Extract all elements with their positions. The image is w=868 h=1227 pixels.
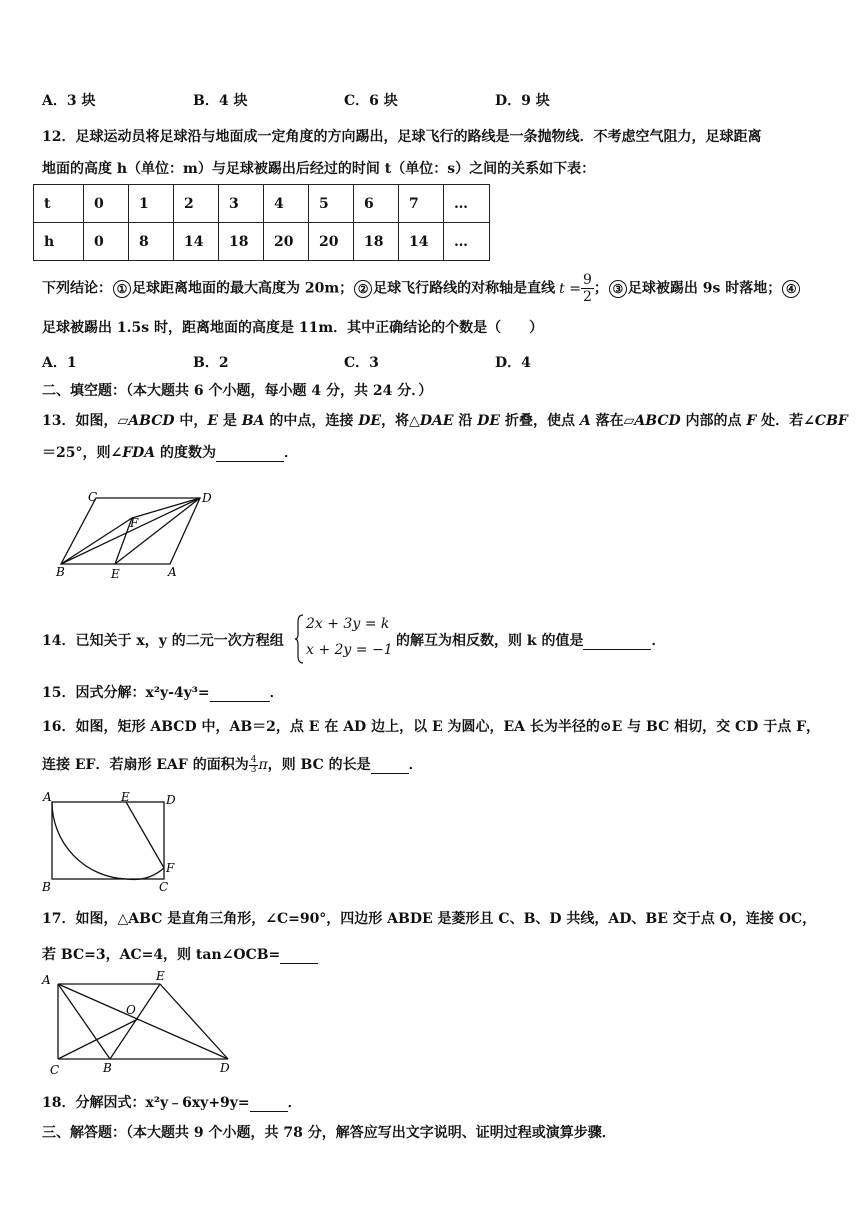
brace-icon: [294, 614, 304, 664]
q13-text: ＝25°，则∠: [42, 445, 123, 461]
table-cell: 14: [399, 223, 444, 261]
q13-math: DAE: [419, 413, 454, 429]
q13-text: 的度数为: [155, 445, 217, 461]
table-cell: t: [34, 185, 84, 223]
fig-label-c: C: [50, 1063, 60, 1077]
q13-text: 13．如图，▱: [42, 413, 129, 429]
q13-math: ABCD: [634, 413, 681, 429]
table-cell: 0: [84, 185, 129, 223]
fraction-numerator: 4: [250, 754, 257, 765]
q12-line4: 足球被踢出 1.5s 时，距离地面的高度是 11m．其中正确结论的个数是（ ）: [42, 320, 544, 336]
q16-text: ，则 BC 的长是: [267, 757, 371, 773]
q12-table: [33, 184, 490, 261]
q13-text: 落在▱: [590, 413, 635, 429]
arc-af: [52, 802, 164, 880]
q13-line1: [42, 410, 848, 430]
answer-blank: [280, 947, 318, 964]
q13-text: 是: [218, 413, 242, 429]
table-row: [34, 185, 490, 223]
q13-text: ，将△: [381, 413, 420, 429]
q15-text: ．: [269, 685, 284, 701]
segment-bd: [61, 498, 200, 564]
circled-number: ②: [354, 280, 372, 298]
segment-oc: [58, 1019, 138, 1059]
q14-equation-2: x + 2y = −1: [306, 642, 393, 658]
q16-line1: 16．如图，矩形 ABCD 中，AB＝2，点 E 在 AD 边上，以 E 为圆心，EA 长为半径的⊙E 与 BC 相切，交 CD 于点 F，: [42, 719, 821, 735]
answer-blank: [210, 685, 270, 702]
segment-df: [132, 498, 200, 518]
q12-option-c: C．3: [344, 355, 379, 371]
fig-label-d: D: [202, 491, 212, 505]
answer-blank: [371, 757, 409, 774]
q14-equation-1: 2x + 3y = k: [306, 616, 390, 632]
fig-label-d: D: [166, 793, 176, 807]
q11-option-a: A．3 块: [42, 93, 96, 109]
q12-axis-var: t =: [559, 280, 581, 297]
q12-conclusion-2: 足球飞行路线的对称轴是直线: [373, 280, 556, 297]
q12-option-a: A．1: [42, 355, 77, 371]
table-cell: 7: [399, 185, 444, 223]
q11-option-d: D．9 块: [495, 93, 550, 109]
q12-conclusions-lead: 下列结论：: [42, 280, 112, 297]
fraction-numerator: 9: [582, 272, 592, 288]
q16-line2: [42, 754, 423, 775]
q12-conclusions: [42, 272, 801, 305]
fig-label-a: A: [43, 790, 52, 804]
table-cell: …: [444, 223, 490, 261]
table-cell: h: [34, 223, 84, 261]
answer-blank: [216, 445, 284, 462]
q14-lead: 14．已知关于 x，y 的二元一次方程组: [42, 633, 284, 649]
table-row: [34, 223, 490, 261]
q14-tail: [396, 630, 665, 650]
q16-text: ．: [408, 757, 423, 773]
q11-option-c: C．6 块: [344, 93, 398, 109]
table-cell: 18: [219, 223, 264, 261]
q13-text: ．: [284, 445, 299, 461]
q13-math: FDA: [122, 445, 156, 461]
q13-text: 沿: [453, 413, 478, 429]
q13-math: ABCD: [128, 413, 175, 429]
q14-text: ．: [651, 633, 666, 649]
segment-be: [110, 984, 160, 1059]
table-cell: 3: [219, 185, 264, 223]
q12-conclusion-1: 足球距离地面的最大高度为 20m；: [132, 280, 354, 297]
q12-line2: 地面的高度 h（单位：m）与足球被踢出后经过的时间 t（单位：s）之间的关系如下表：: [42, 161, 596, 177]
fig-label-c: C: [88, 490, 98, 504]
q12-line1: 12．足球运动员将足球沿与地面成一定角度的方向踢出，足球飞行的路线是一条抛物线．不考虑空气阻力，足球距离: [42, 129, 762, 145]
q18-text: ．: [287, 1095, 302, 1111]
fraction-denominator: 3: [250, 764, 257, 775]
q13-parallelogram-figure: [50, 488, 220, 580]
q12-option-d: D．4: [495, 355, 531, 371]
table-cell: 0: [84, 223, 129, 261]
q16-rectangle-figure: [38, 788, 188, 894]
q13-math: F: [746, 413, 757, 429]
table-cell: 2: [174, 185, 219, 223]
q12-conclusion-3: 足球被踢出 9s 时落地；: [627, 280, 782, 297]
table-cell: 20: [309, 223, 354, 261]
answer-blank: [250, 1095, 288, 1112]
q13-math: DE: [477, 413, 501, 429]
fig-label-f: F: [166, 861, 175, 875]
answer-blank: [583, 633, 651, 650]
fig-label-a: A: [42, 973, 51, 987]
circled-number: ①: [113, 280, 131, 298]
segment-ef: [126, 802, 164, 868]
q12-fraction: [581, 272, 594, 305]
fraction-denominator: 2: [582, 289, 592, 305]
circled-number: ③: [609, 280, 627, 298]
table-cell: 8: [129, 223, 174, 261]
table-cell: 20: [264, 223, 309, 261]
q17-line1: 17．如图，△ABC 是直角三角形，∠C=90°，四边形 ABDE 是菱形且 C、B、D 共线，AD、BE 交于点 O，连接 OC，: [42, 911, 817, 927]
fig-label-b: B: [103, 1061, 112, 1075]
q13-line2: [42, 442, 298, 462]
q14-equation-system: [294, 614, 393, 664]
table-cell: 6: [354, 185, 399, 223]
rectangle-abcd: [52, 802, 164, 879]
section-3-heading: 三、解答题：（本大题共 9 个小题，共 78 分，解答应写出文字说明、证明过程或演算步骤．: [42, 1125, 616, 1141]
q16-pi: π: [258, 757, 268, 773]
q13-text: 中，: [174, 413, 208, 429]
fig-label-c: C: [159, 880, 169, 894]
table-cell: 4: [264, 185, 309, 223]
fig-label-a: A: [168, 565, 177, 579]
q18-line: [42, 1092, 302, 1112]
q13-math: E: [207, 413, 219, 429]
table-cell: 18: [354, 223, 399, 261]
q13-math: A: [579, 413, 591, 429]
fig-label-b: B: [42, 880, 51, 894]
fig-label-e: E: [111, 567, 120, 580]
q12-option-b: B．2: [193, 355, 229, 371]
table-cell: 1: [129, 185, 174, 223]
q16-fraction: [249, 756, 259, 775]
fig-label-f: F: [130, 516, 139, 530]
fig-label-d: D: [220, 1061, 230, 1075]
q14-text: 的解互为相反数，则 k 的值是: [396, 633, 584, 649]
table-cell: …: [444, 185, 490, 223]
q17-line2: [42, 944, 318, 964]
q13-text: 折叠，使点: [500, 413, 580, 429]
q13-math: BA: [241, 413, 265, 429]
q13-text: 的中点，连接: [264, 413, 359, 429]
q15-text: 15．因式分解：x²y-4y³=: [42, 685, 210, 701]
q13-text: 内部的点: [680, 413, 747, 429]
q13-math: CBF: [814, 413, 848, 429]
table-cell: 5: [309, 185, 354, 223]
q11-option-b: B．4 块: [193, 93, 248, 109]
q12-semicolon: ；: [593, 280, 608, 297]
fig-label-o: O: [126, 1003, 136, 1017]
q16-text: 连接 EF．若扇形 EAF 的面积为: [42, 757, 249, 773]
q17-text: 若 BC=3，AC=4，则 tan∠OCB=: [42, 947, 281, 963]
table-cell: 14: [174, 223, 219, 261]
segment-ed: [160, 984, 228, 1059]
fig-label-e: E: [121, 790, 130, 804]
circled-number: ④: [782, 280, 800, 298]
segment-fb: [61, 518, 132, 564]
fig-label-e: E: [156, 969, 165, 983]
fig-label-b: B: [56, 565, 65, 579]
q15-line: [42, 682, 284, 702]
q13-math: DE: [358, 413, 382, 429]
q18-text: 18．分解因式：x²y﹣6xy+9y=: [42, 1095, 250, 1111]
section-2-heading: 二、填空题：（本大题共 6 个小题，每小题 4 分，共 24 分．）: [42, 383, 433, 399]
q13-text: 处．若∠: [756, 413, 815, 429]
q17-rhombus-figure: [38, 968, 238, 1080]
